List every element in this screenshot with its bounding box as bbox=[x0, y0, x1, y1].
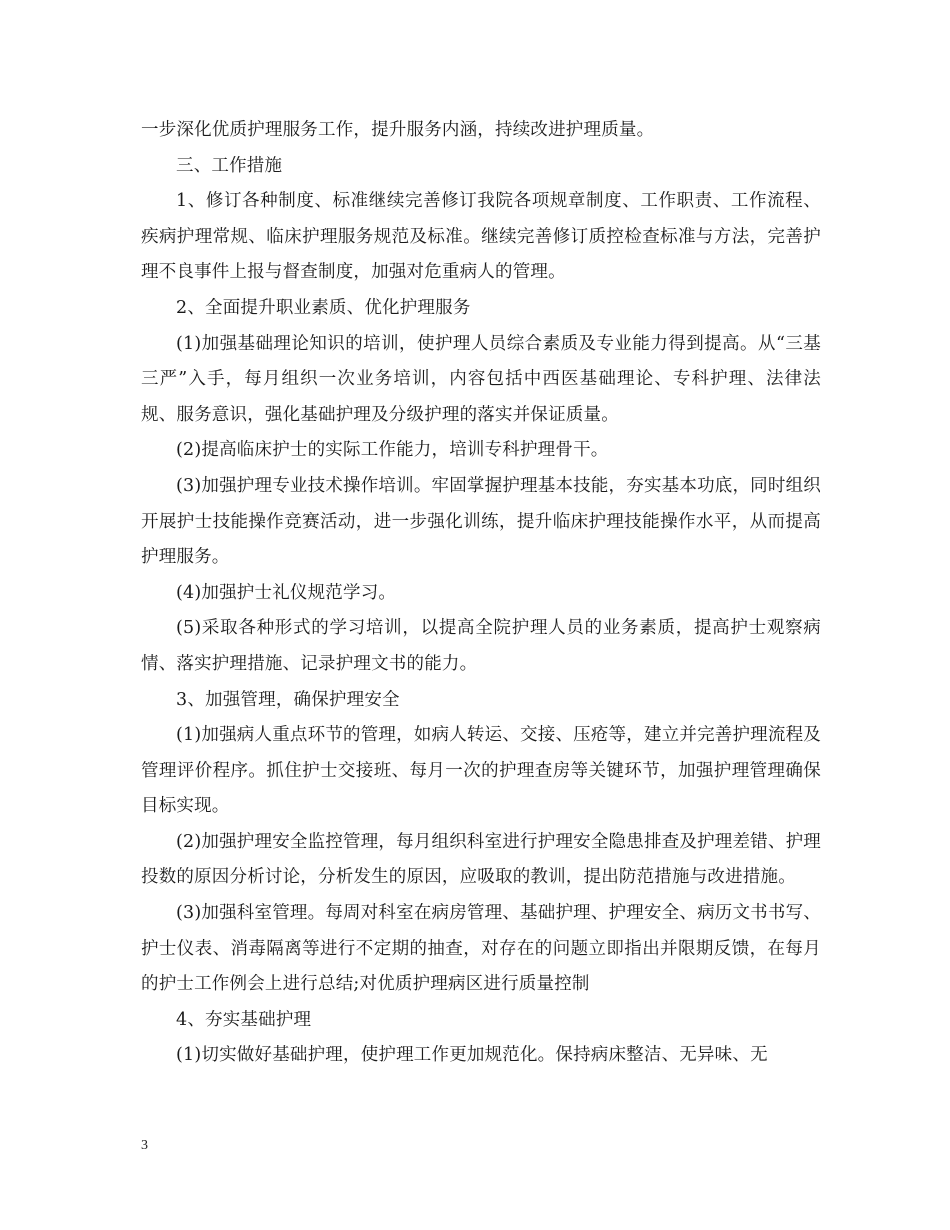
paragraph-item-2-3-skills-training: (3)加强护理专业技术操作培训。牢固掌握护理基本技能，夯实基本功底，同时组织开展护士技能操作竞赛活动，进一步强化训练，提升临床护理技能操作水平，从而提高护理服务。 bbox=[141, 475, 821, 568]
paragraph-item-3-2-safety-monitoring: (2)加强护理安全监控管理，每月组织科室进行护理安全隐患排查及护理差错、护理投数的原因分析讨论，分析发生的原因，应吸取的教训，提出防范措施与改进措施。 bbox=[141, 831, 821, 888]
subheading-item-3-management-safety: 3、加强管理，确保护理安全 bbox=[176, 689, 400, 710]
paragraph-item-3-3-department-management: (3)加强科室管理。每周对科室在病房管理、基础护理、护理安全、病历文书书写、护士仪表、消毒隔离等进行不定期的抽查，对存在的问题立即指出并限期反馈，在每月的护士工作例会上进行总结;对优质护理病区进行质量控制 bbox=[141, 903, 821, 995]
subheading-item-2-professional-quality: 2、全面提升职业素质、优化护理服务 bbox=[176, 297, 471, 318]
paragraph-item-3-1-key-links: (1)加强病人重点环节的管理，如病人转运、交接、压疮等，建立并完善护理流程及管理评价程序。抓住护士交接班、每月一次的护理查房等关键环节，加强护理管理确保目标实现。 bbox=[141, 725, 821, 817]
paragraph-item-2-2-clinical-ability: (2)提高临床护士的实际工作能力，培训专科护理骨干。 bbox=[176, 440, 609, 461]
paragraph-item-1-revise-systems: 1、修订各种制度、标准继续完善修订我院各项规章制度、工作职责、工作流程、疾病护理常规、临床护理服务规范及标准。继续完善修订质控检查标准与方法，完善护理不良事件上报与督查制度，加强对危重病人的管理。 bbox=[141, 191, 821, 283]
page-number: 3 bbox=[141, 1138, 148, 1153]
paragraph-item-4-1-basic-nursing: (1)切实做好基础护理，使护理工作更加规范化。保持病床整洁、无异味、无 bbox=[176, 1045, 768, 1066]
paragraph-continuation: 一步深化优质护理服务工作，提升服务内涵，持续改进护理质量。 bbox=[141, 120, 655, 140]
subheading-item-4-basic-nursing: 4、夯实基础护理 bbox=[176, 1009, 312, 1030]
document-body bbox=[141, 113, 821, 1074]
paragraph-item-2-4-etiquette: (4)加强护士礼仪规范学习。 bbox=[176, 582, 397, 603]
paragraph-item-2-1-basic-theory-training: (1)加强基础理论知识的培训，使护理人员综合素质及专业能力得到提高。从“三基三严”入手，每月组织一次业务培训，内容包括中西医基础理论、专科护理、法律法规、服务意识，强化基础护理及分级护理的落实并保证质量。 bbox=[141, 333, 821, 425]
section-heading-work-measures: 三、工作措施 bbox=[176, 155, 283, 176]
paragraph-item-2-5-study-training: (5)采取各种形式的学习培训，以提高全院护理人员的业务素质，提高护士观察病情、落实护理措施、记录护理文书的能力。 bbox=[141, 618, 821, 674]
